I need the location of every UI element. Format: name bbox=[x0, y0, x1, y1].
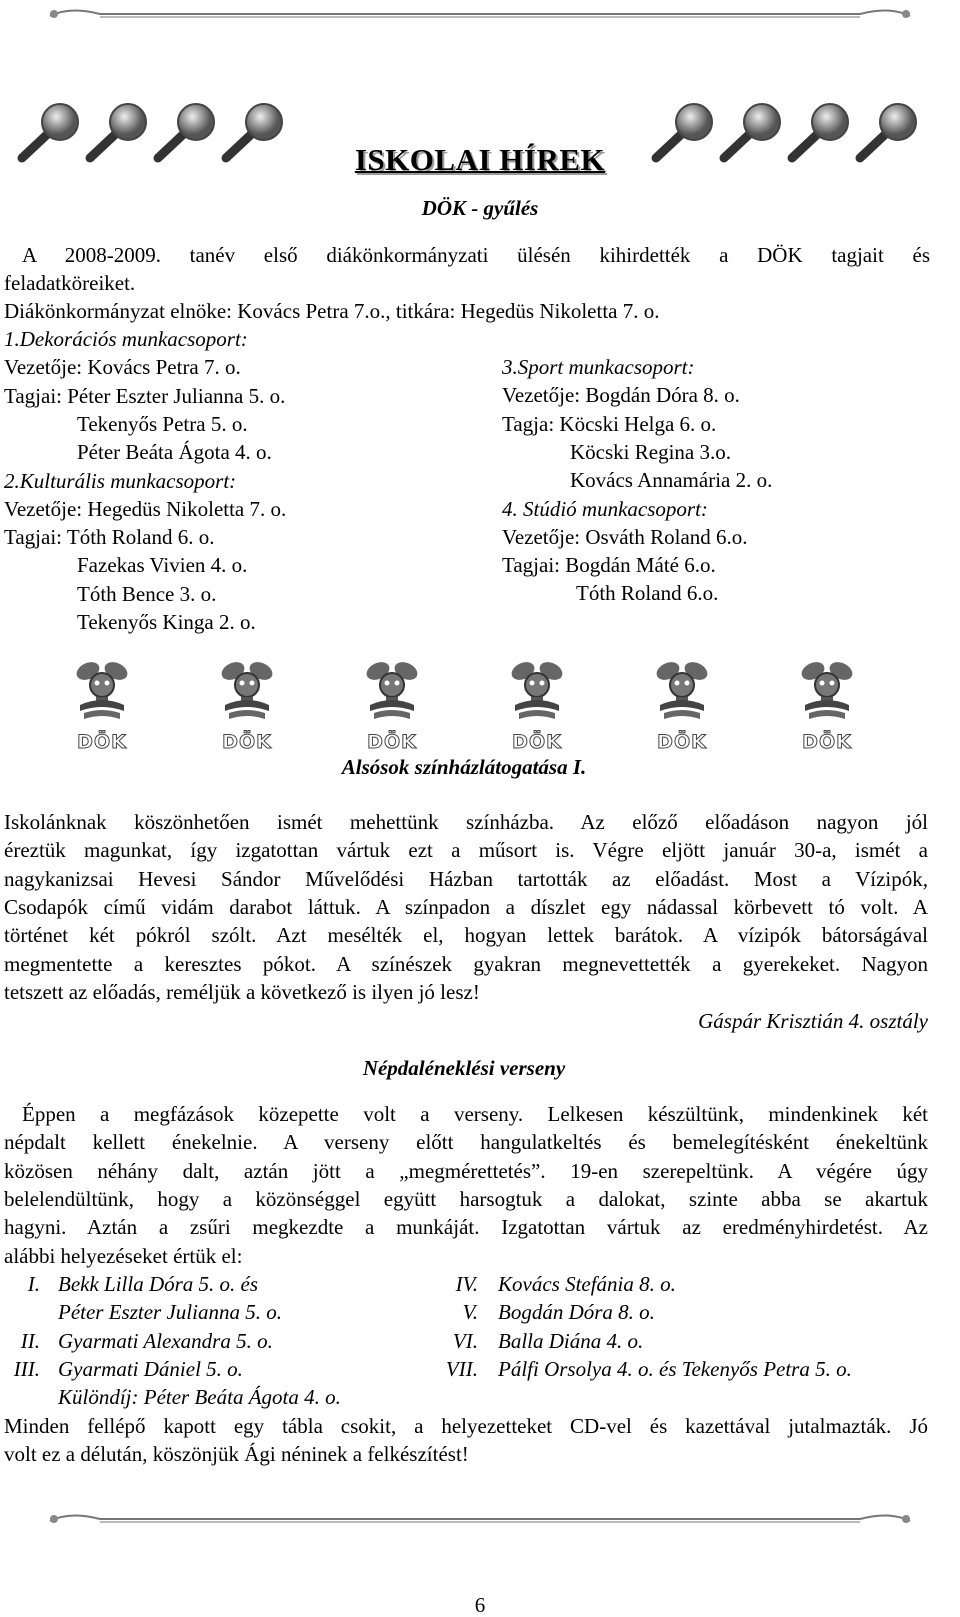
result-rank: VI. bbox=[452, 1328, 478, 1353]
dok-logo-text: DÖK bbox=[77, 731, 127, 753]
paragraph-line: népdalt kellett énekelnie. A verseny előtt hangulatkeltés és bemelegítésként énekeltünk bbox=[4, 1130, 928, 1155]
dok-emblem-icon bbox=[356, 655, 428, 727]
member-line: Fazekas Vivien 4. o. bbox=[77, 553, 248, 578]
result-name: Péter Eszter Julianna 5. o. bbox=[58, 1300, 282, 1325]
paragraph-line: Éppen a megfázások közepette volt a verseny. Lelkesen készültünk, mindenkinek két bbox=[22, 1102, 928, 1126]
member-line: Tóth Roland 6.o. bbox=[576, 581, 719, 606]
group-heading: 4. Stúdió munkacsoport: bbox=[502, 496, 708, 521]
result-rank: III. bbox=[13, 1356, 40, 1381]
result-name: Különdíj: Péter Beáta Ágota 4. o. bbox=[58, 1385, 341, 1410]
result-name: Bogdán Dóra 8. o. bbox=[498, 1300, 655, 1325]
paragraph-line: alábbi helyezéseket értük el: bbox=[4, 1243, 243, 1268]
paragraph-line: Minden fellépő kapott egy tábla csokit, a helyezetteket CD-vel és kazettával jutalmazták. Jó bbox=[4, 1414, 928, 1438]
result-rank: I. bbox=[27, 1272, 40, 1296]
result-rank: IV. bbox=[455, 1272, 478, 1296]
group-heading: 3.Sport munkacsoport: bbox=[502, 355, 695, 379]
paragraph-line: hagyni. Aztán a zsűri megkezdte a munkáját. Izgatottan vártuk az eredményhirdetést. Az bbox=[4, 1215, 928, 1240]
dok-intro-line: feladatköreiket. bbox=[4, 271, 136, 295]
dok-logo bbox=[646, 655, 718, 755]
result-name: Bekk Lilla Dóra 5. o. és bbox=[58, 1272, 259, 1296]
paragraph-line: nagykanizsai Hevesi Sándor Művelődési Házban tartották az előadást. Most a Vízipók, bbox=[4, 866, 928, 891]
dok-logo bbox=[791, 655, 863, 755]
dok-logo-text: DÖK bbox=[512, 731, 562, 753]
member-line: Vezetője: Kovács Petra 7. o. bbox=[4, 355, 241, 380]
dok-logo-text: DÖK bbox=[222, 731, 272, 753]
dok-logo bbox=[66, 655, 138, 755]
dok-emblem-icon bbox=[66, 655, 138, 727]
member-line: Tekenyős Kinga 2. o. bbox=[77, 610, 256, 634]
theatre-author: Gáspár Krisztián 4. osztály bbox=[698, 1009, 928, 1033]
dok-logo-text: DÖK bbox=[367, 731, 417, 753]
paragraph-line: éreztük magunkat, így izgatottan vártuk ezt a műsort is. Végre eljött január 30-a, ismét a bbox=[4, 838, 928, 863]
paragraph-line: volt ez a délután, köszönjük Ági néninek a felkészítést! bbox=[4, 1442, 469, 1467]
result-rank: V. bbox=[462, 1300, 478, 1325]
result-name: Pálfi Orsolya 4. o. és Tekenyős Petra 5. o. bbox=[498, 1356, 852, 1381]
member-line: Tagja: Köcski Helga 6. o. bbox=[502, 411, 717, 436]
group-heading: 2.Kulturális munkacsoport: bbox=[4, 468, 237, 493]
result-name: Kovács Stefánia 8. o. bbox=[498, 1272, 676, 1296]
paragraph-line: belelendültünk, hogy a közönséggel együtt harsogtuk a dalokat, szinte abba se akartuk bbox=[4, 1186, 928, 1211]
member-line: Péter Beáta Ágota 4. o. bbox=[77, 440, 272, 465]
paragraph-line: történet két pókról szólt. Azt mesélték el, hogyan lettek barátok. A vízipók bátorságával bbox=[4, 923, 928, 948]
paragraph-line: közösen néhány dalt, aztán jött a „megmérettetés”. 19-en szerepeltünk. A végére úgy bbox=[4, 1158, 928, 1183]
result-name: Gyarmati Alexandra 5. o. bbox=[58, 1328, 273, 1353]
member-line: Tagjai: Péter Eszter Julianna 5. o. bbox=[4, 383, 286, 408]
dok-heading: DÖK - gyűlés bbox=[421, 196, 539, 220]
dok-logo-text: DÖK bbox=[802, 731, 852, 753]
dok-emblem-icon bbox=[646, 655, 718, 727]
dok-emblem-icon bbox=[791, 655, 863, 727]
bottom-decorative-rule bbox=[40, 1507, 920, 1531]
member-line: Köcski Regina 3.o. bbox=[570, 439, 731, 464]
dok-emblem-icon bbox=[211, 655, 283, 727]
dok-logo-text: DÖK bbox=[657, 731, 707, 753]
paragraph-line: Csodapók című vidám darabot láttuk. A színpadon a díszlet egy nádassal körbevett tó volt. A bbox=[4, 894, 928, 919]
member-line: Vezetője: Hegedüs Nikoletta 7. o. bbox=[4, 496, 287, 521]
member-line: Tekenyős Petra 5. o. bbox=[77, 411, 248, 436]
paragraph-line: megmentette a keresztes pókot. A színészek gyakran megnevettették a gyerekeket. Nagyon bbox=[4, 951, 928, 976]
top-decorative-rule bbox=[40, 2, 920, 26]
dok-logo bbox=[211, 655, 283, 755]
member-line: Vezetője: Bogdán Dóra 8. o. bbox=[502, 383, 740, 408]
page-title: ISKOLAI HÍREK bbox=[354, 142, 606, 177]
dok-emblem-icon bbox=[501, 655, 573, 727]
dok-intro-line: A 2008-2009. tanév első diákönkormányzati ülésén kihirdették a DÖK tagjait és bbox=[22, 243, 930, 267]
member-line: Tagjai: Bogdán Máté 6.o. bbox=[502, 553, 716, 578]
dok-president-line: Diákönkormányzat elnöke: Kovács Petra 7.o., titkára: Hegedüs Nikoletta 7. o. bbox=[4, 299, 660, 323]
group-heading: 1.Dekorációs munkacsoport: bbox=[4, 327, 248, 351]
dok-logo bbox=[356, 655, 428, 755]
member-line: Kovács Annamária 2. o. bbox=[570, 468, 773, 493]
theatre-heading: Alsósok színházlátogatása I. bbox=[341, 755, 587, 779]
result-rank: VII. bbox=[445, 1356, 478, 1381]
page-number: 6 bbox=[474, 1593, 486, 1617]
paragraph-line: Iskolánknak köszönhetően ismét mehettünk színházba. Az előző előadáson nagyon jól bbox=[4, 810, 928, 834]
result-name: Gyarmati Dániel 5. o. bbox=[58, 1356, 243, 1381]
result-rank: II. bbox=[20, 1328, 40, 1353]
folksong-heading: Népdaléneklési verseny bbox=[362, 1056, 566, 1080]
member-line: Tóth Bence 3. o. bbox=[77, 581, 217, 606]
member-line: Vezetője: Osváth Roland 6.o. bbox=[502, 524, 748, 549]
dok-logo bbox=[501, 655, 573, 755]
member-line: Tagjai: Tóth Roland 6. o. bbox=[4, 525, 215, 550]
result-name: Balla Diána 4. o. bbox=[498, 1328, 644, 1353]
paragraph-line: tetszett az előadás, reméljük a következő is ilyen jó lesz! bbox=[4, 979, 480, 1004]
